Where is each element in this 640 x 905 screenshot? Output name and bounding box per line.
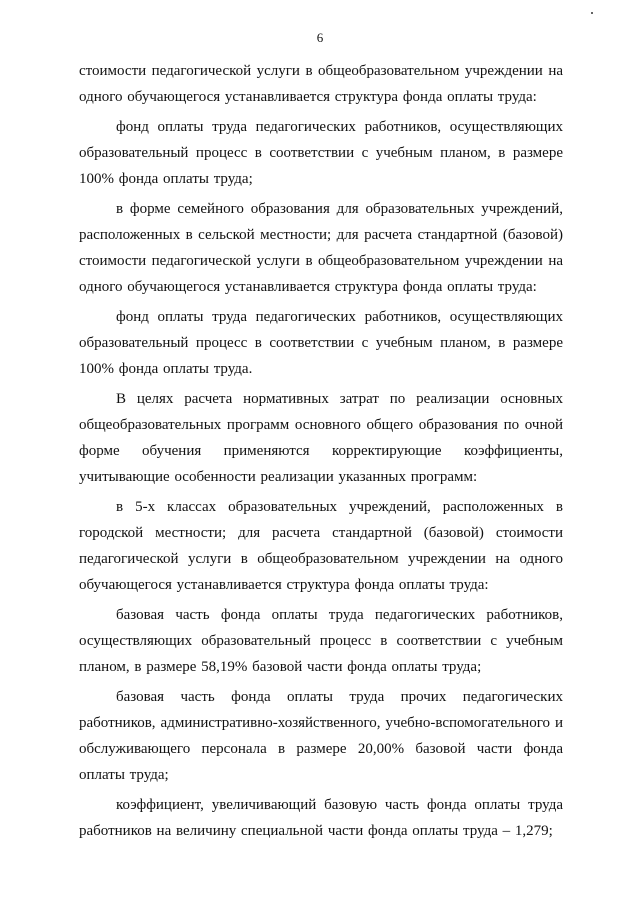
paragraph-family-education: в форме семейного образования для образовательных учреждений, расположенных в сельской местности; для расчета стандартной (базовой) стоимости педагогической услуги в общеобразовательном учреждении на одного обучающегося устанавливается структура фонда оплаты труда: [79,201,563,295]
paragraph-coefficient: коэффициент, увеличивающий базовую часть фонда оплаты труда работников на величину специальной части фонда оплаты труда – 1,279; [79,797,563,839]
document-body [79,58,563,848]
paragraph-grade-5-urban: в 5-х классах образовательных учреждений, расположенных в городской местности; для расчета стандартной (базовой) стоимости педагогической услуги в общеобразовательном учреждении на одного обучающегося устанавливается структура фонда оплаты труда: [79,499,563,593]
paragraph-base-part-teachers: базовая часть фонда оплаты труда педагогических работников, осуществляющих образовательный процесс в соответствии с учебным планом, в размере 58,19% базовой части фонда оплаты труда; [79,607,563,675]
scan-speck [591,12,593,14]
paragraph-continuation: стоимости педагогической услуги в общеобразовательном учреждении на одного обучающегося устанавливается структура фонда оплаты труда: [79,63,563,105]
paragraph-payroll-fund-2: фонд оплаты труда педагогических работников, осуществляющих образовательный процесс в соответствии с учебным планом, в размере 100% фонда оплаты труда. [79,309,563,377]
paragraph-payroll-fund-1: фонд оплаты труда педагогических работников, осуществляющих образовательный процесс в соответствии с учебным планом, в размере 100% фонда оплаты труда; [79,119,563,187]
paragraph-base-part-other-staff: базовая часть фонда оплаты труда прочих педагогических работников, административно-хозяйственного, учебно-вспомогательного и обслуживающего персонала в размере 20,00% базовой части фонда оплаты труда; [79,689,563,783]
page-number: 6 [316,30,324,45]
paragraph-correction-coefficients: В целях расчета нормативных затрат по реализации основных общеобразовательных программ основного общего образования по очной форме обучения применяются корректирующие коэффициенты, учитывающие особенности реализации указанных программ: [79,391,563,485]
